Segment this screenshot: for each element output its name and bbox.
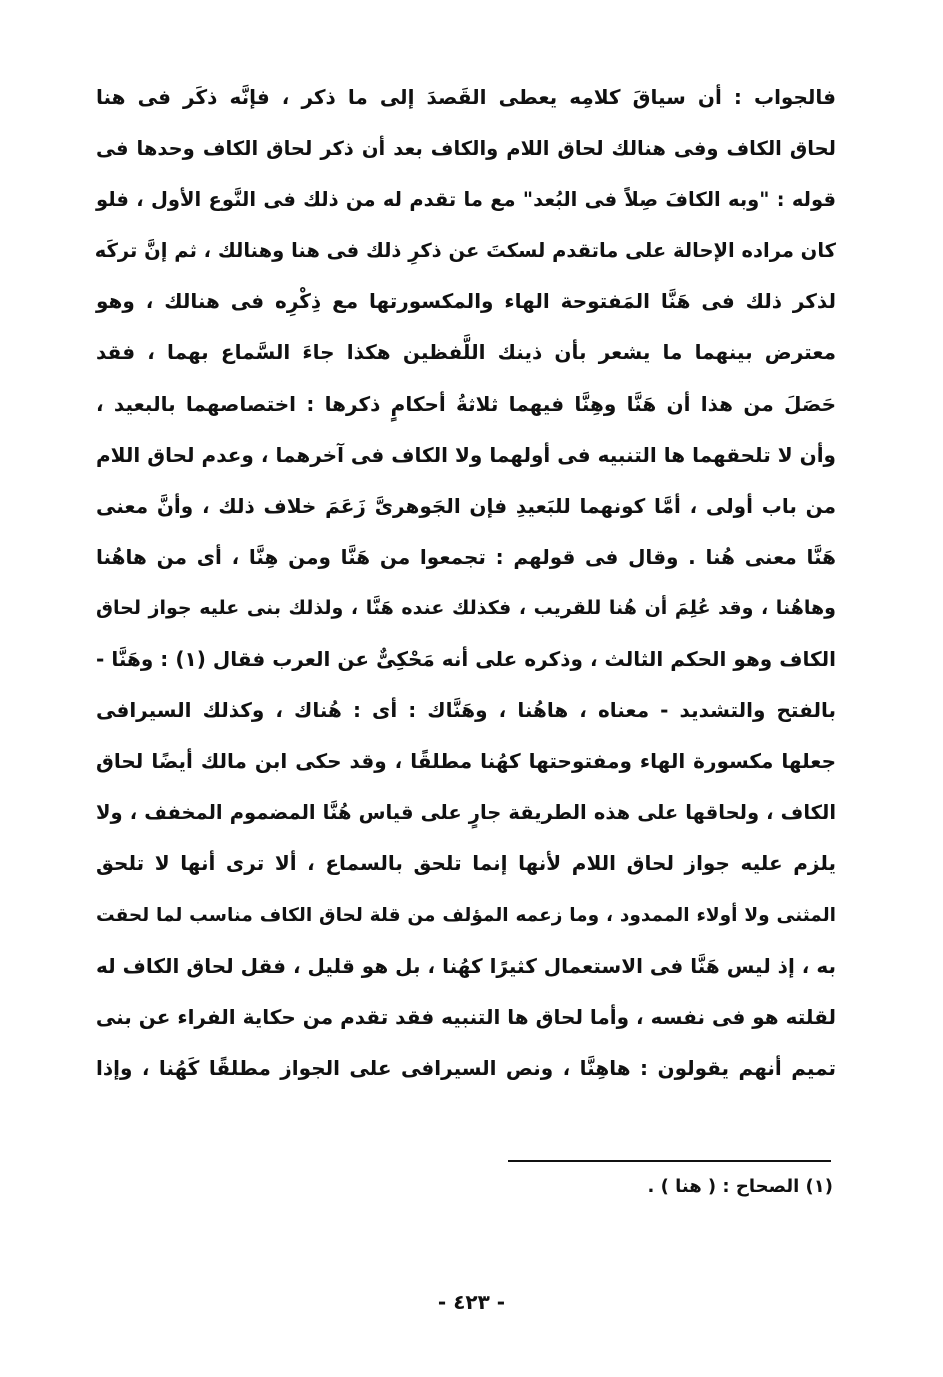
text-line: فالجواب : أن سياقَ كلامِه يعطى القَصدَ إلى ما ذكر ، فإنَّه ذكَر فى هنا <box>96 85 836 109</box>
text-line: يلزم عليه جواز لحاق اللام لأنها إنما تلحق بالسماع ، ألا ترى أنها لا تلحق <box>96 851 836 876</box>
text-line: تميم أنهم يقولون : هاهِنَّا ، ونص السيرافى على الجواز مطلقًا كَهُنا ، وإذا <box>96 1055 836 1080</box>
footnote: (١) الصحاح : ( هنا ) . <box>647 1176 833 1197</box>
text-line: من باب أولى ، أمَّا كونهما للبَعيدِ فإن الجَوهرىَّ زَعَمَ خلاف ذلك ، وأنَّ معنى <box>96 493 836 518</box>
text-line: بالفتح والتشديد - معناه ، هاهُنا ، وهَنَّاك : أى : هُناك ، وكذلك السيرافى <box>96 698 836 723</box>
text-line: هَنَّا معنى هُنا . وقال فى قولهم : تجمعوا من هَنَّا ومن هِنَّا ، أى من هاهُنا <box>96 544 836 569</box>
text-line: لحاق الكاف وفى هنالك لحاق اللام والكاف بعد أن ذكر لحاق الكاف وحدها فى <box>96 137 836 161</box>
text-line: الكاف وهو الحكم الثالث ، وذكره على أنه مَحْكِىٌّ عن العرب فقال (١) : وهَنَّا - <box>96 647 836 672</box>
text-line: قوله : "وبه الكافَ صِلاً فى البُعد" مع ما تقدم له من ذلك فى النَّوع الأول ، فلو <box>96 188 836 212</box>
page-number: - ٤٢٣ - <box>437 1290 506 1314</box>
text-line: جعلها مكسورة الهاء ومفتوحتها كهُنا مطلقًا ، وقد حكى ابن مالك أيضًا لحاق <box>96 749 836 774</box>
text-line: وأن لا تلحقهما ها التنبيه فى أولهما ولا الكاف فى آخرهما ، وعدم لحاق اللام <box>96 442 836 467</box>
text-line: وهاهُنا ، وقد عُلِمَ أن هُنا للقريب ، فكذلك عنده هَنَّا ، ولذلك بنى عليه جواز لحاق <box>96 596 836 619</box>
text-line: لقلته هو فى نفسه ، وأما لحاق ها التنبيه فقد تقدم من حكاية الفراء عن بنى <box>95 1004 836 1029</box>
text-line: معترض بينهما ما يشعر بأن ذينك اللَّفظين هكذا جاءَ السَّماع بهما ، فقد <box>96 340 836 365</box>
text-line: لذكر ذلك فى هَنَّا المَفتوحة الهاء والمكسورتها مع ذِكْرِه فى هنالك ، وهو <box>96 289 836 314</box>
text-line: الكاف ، ولحاقها على هذه الطريقة جارٍ على قياس هُنَّا المضموم المخفف ، ولا <box>96 801 836 825</box>
text-line: به ، إذ ليس هَنَّا فى الاستعمال كثيرًا كهُنا ، بل هو قليل ، فقل لحاق الكاف له <box>96 953 836 978</box>
text-line: كان مراده الإحالة على ماتقدم لسكتَ عن ذكرِ ذلك فى هنا وهنالك ، ثم إنَّ تركَه <box>94 239 836 263</box>
footnote-divider <box>508 1160 831 1162</box>
body-text <box>96 72 836 1094</box>
text-line: حَصَلَ من هذا أن هَنَّا وهِنَّا فيهما ثلاثةُ أحكامٍ ذكرها : اختصاصهما بالبعيد ، <box>96 391 836 416</box>
text-line: المثنى ولا أولاء الممدود ، وما زعمه المؤلف من قلة لحاق الكاف مناسب لما لحقت <box>96 904 836 926</box>
